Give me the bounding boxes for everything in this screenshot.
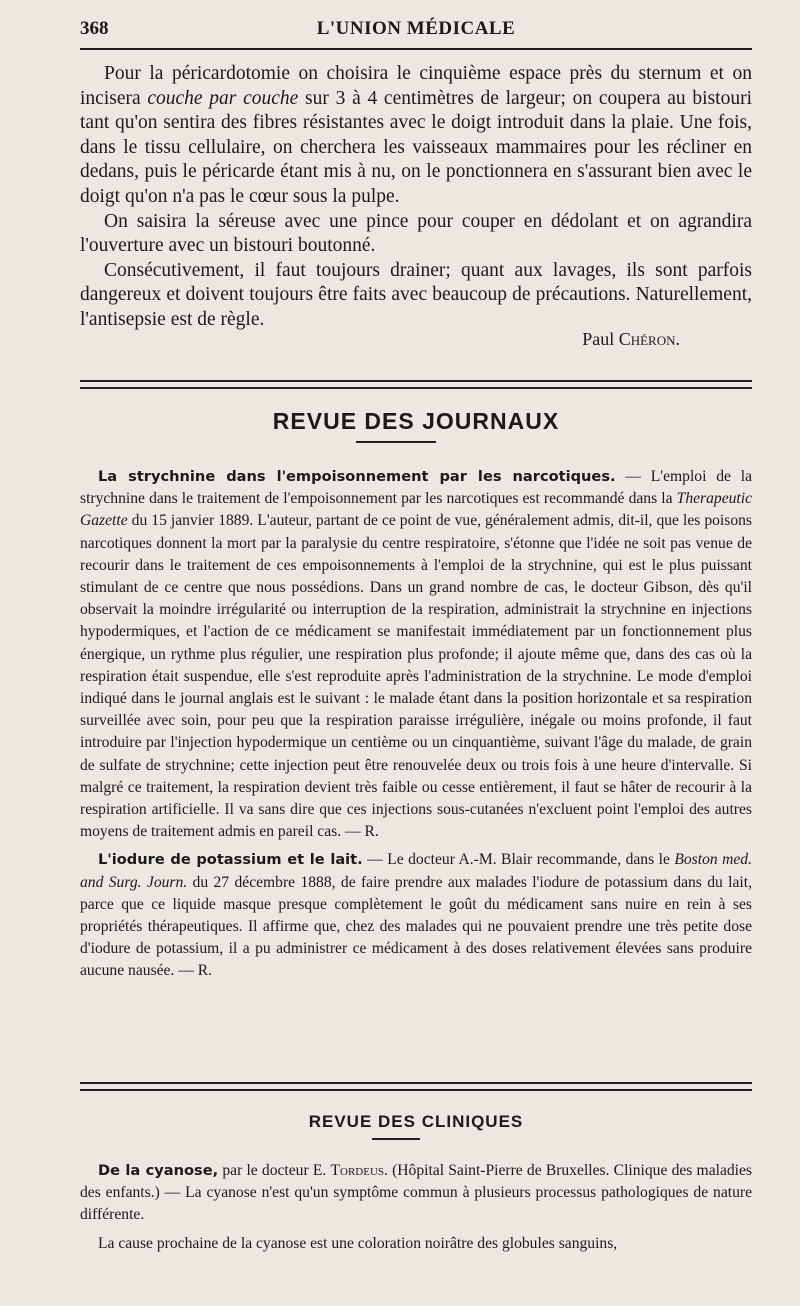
revue-cliniques-title: REVUE DES CLINIQUES xyxy=(308,1112,524,1131)
text-run: Consécutivement, il faut toujours drainer; quant aux lavages, ils sont parfois dangereux et doivent toujours être faits avec beaucoup de précautions. Naturellement, l'antisepsie est de règle. xyxy=(80,259,752,330)
article-lead: De la cyanose, xyxy=(98,1162,219,1179)
revue-journaux-title: REVUE DES JOURNAUX xyxy=(272,408,560,434)
italic-run: couche par couche xyxy=(147,87,299,109)
signature-first: Paul xyxy=(582,328,615,349)
italic-run: Boston med. and Surg. Journ. xyxy=(80,851,752,891)
italic-run: Therapeutic Gazette xyxy=(80,490,752,530)
article-lead: La strychnine dans l'empoisonnement par les narcotiques. xyxy=(98,468,616,485)
article-lead: L'iodure de potassium et le lait. xyxy=(98,851,363,869)
page-header xyxy=(80,14,752,46)
paragraph xyxy=(80,210,752,259)
pericardotomy-text xyxy=(80,62,752,350)
article-strychnine xyxy=(80,466,752,843)
article-iodure xyxy=(80,849,752,982)
revue-cliniques-body xyxy=(80,1160,752,1255)
running-title: L'UNION MÉDICALE xyxy=(316,18,516,39)
section-rule xyxy=(80,1082,752,1091)
revue-journaux-body xyxy=(80,466,752,983)
author-name: Tordeus. xyxy=(330,1162,388,1179)
title-underline xyxy=(372,1138,420,1140)
text-run: du 15 janvier 1889. L'auteur, partant de ce point de vue, généralement admis, dit-il, que les poisons narcotiques donnent la mort par la paralysie du centre respiratoire, s'étonne que l'idée ne soit pas venue de recourir dans le traitement de ces empoisonnements à l'emploi de la strychnine, qui est le plus puissant stimulant de ce centre que nous possédions. Dans un grand nombre de cas, le docteur Gibson, dès qu'il observait la moindre irrégularité ou interruption de la respiration, administrait la strychnine en injections hypodermiques, et l'action de ce médicament se manifestait immédiatement par un fonctionnement plus énergique, un rythme plus régulier, une respiration plus profonde; il ajoute même que, dans des cas où la respiration était suspendue, elle s'est reproduite après l'administration de la strychnine. Le mode d'emploi indiqué dans le journal anglais est le suivant : le malade étant dans la position horizontale et sa respiration surveillée avec soin, pour peu que la respiration paraisse irrégulière, inégale ou moins profonde, il faut introduire par l'injection hypodermique un centième ou un cinquantième, suivant l'âge du malade, de grain de sulfate de strychnine; cette injection peut être renouvelée deux ou trois fois à une heure d'intervalle. Si malgré ce traitement, la respiration devient très faible ou cesse entièrement, il faut se hâter de recourir à la respiration artificielle. Il va sans dire que ces injections sous-cutanées n'excluent point l'emploi des autres moyens de traitement admis en pareil cas. — R. xyxy=(80,512,752,841)
text-run: sur 3 à 4 centimètres de largeur; on coupera au bistouri tant qu'on sentira des fibres résistantes avec le doigt introduit dans la plaie. Une fois, dans le tissu cellulaire, on cherchera les vaisseaux mammaires pour les récliner en dedans, puis le péricarde étant mis à nu, on le ponctionnera en s'assurant bien avec le doigt qu'on n'a pas le cœur sous la pulpe. xyxy=(80,87,752,207)
text-run: — Le docteur A.-M. Blair recommande, dans le xyxy=(362,851,675,869)
text-run: On saisira la séreuse avec une pince pour couper en dédolant et on agrandira l'ouverture avec un bistouri boutonné. xyxy=(80,210,752,257)
header-rule xyxy=(80,48,752,50)
paragraph xyxy=(80,1233,752,1255)
page-number: 368 xyxy=(80,18,109,39)
paragraph xyxy=(80,259,752,333)
article-cyanose xyxy=(80,1160,752,1227)
text-run: La cause prochaine de la cyanose est une coloration noirâtre des globules sanguins, xyxy=(98,1234,618,1252)
signature-last: Chéron. xyxy=(618,328,680,349)
title-underline xyxy=(356,441,436,443)
text-run: Pour la péricardotomie on choisira le cinquième espace près du sternum et on incisera xyxy=(80,63,752,109)
text-run: du 27 décembre 1888, de faire prendre aux malades l'iodure de potassium dans du lait, parce que ce liquide masque presque complètement le goût du médicament sans nuire en rein à ses propriétés thérapeutiques. Il affirme que, chez des malades qui ne pouvaient prendre une très petite dose d'iodure de potassium, il a pu administrer ce médicament à des doses relativement élevées sans produire aucune nausée. — R. xyxy=(80,873,752,980)
text-run: (Hôpital Saint-Pierre de Bruxelles. Clinique des maladies des enfants.) — La cyanose n'est qu'un symptôme commun à plusieurs processus pathologiques de nature différente. xyxy=(80,1162,752,1224)
section-rule xyxy=(80,380,752,389)
text-run: — L'emploi de la strychnine dans le traitement de l'empoisonnement par les narcotiques est recommandé dans la xyxy=(80,468,753,508)
text-run: par le docteur E. xyxy=(218,1162,331,1179)
paragraph xyxy=(80,62,752,210)
